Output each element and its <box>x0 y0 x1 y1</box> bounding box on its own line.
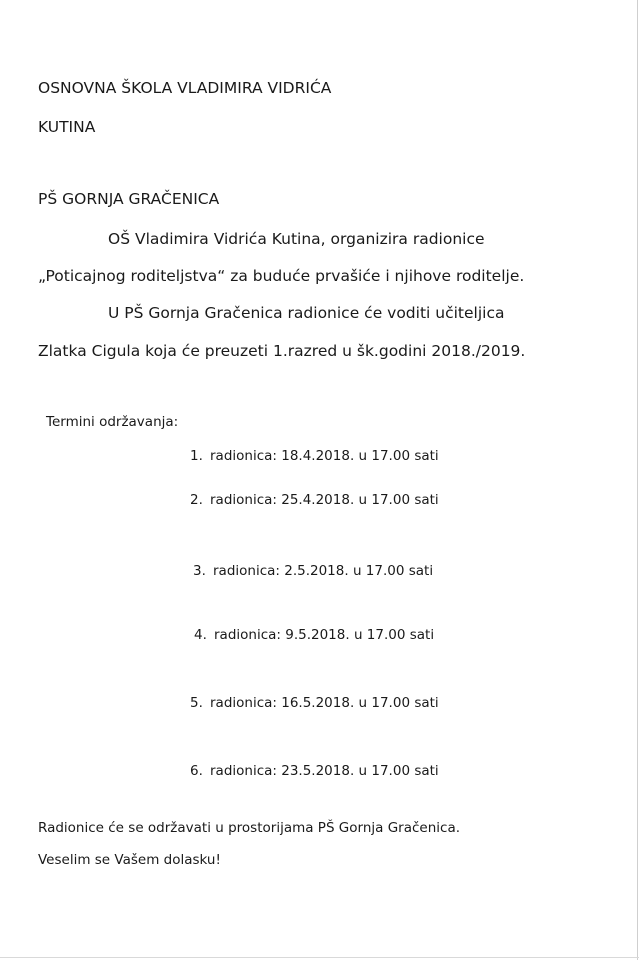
paragraph-1-line-2: „Poticajnog roditeljstva“ za buduće prvašiće i njihove roditelje. <box>38 267 525 285</box>
schedule-item-text: radionica: 25.4.2018. u 17.00 sati <box>210 492 439 508</box>
schedule-item <box>190 490 439 510</box>
schedule-heading: Termini održavanja: <box>46 414 179 430</box>
school-name: OSNOVNA ŠKOLA VLADIMIRA VIDRIĆA <box>38 79 332 97</box>
schedule-item-number: 4. <box>194 627 207 643</box>
schedule-item-number: 6. <box>190 763 203 779</box>
schedule-item-number: 5. <box>190 695 203 711</box>
schedule-item <box>193 561 433 581</box>
paragraph-2-line-1: U PŠ Gornja Gračenica radionice će voditi učiteljica <box>108 304 505 322</box>
schedule-item-number: 2. <box>190 492 203 508</box>
page-edge-right <box>637 0 638 960</box>
schedule-item-text: radionica: 2.5.2018. u 17.00 sati <box>213 563 434 579</box>
paragraph-1-line-1: OŠ Vladimira Vidrića Kutina, organizira radionice <box>108 230 485 248</box>
schedule-item-number: 1. <box>190 448 203 464</box>
paragraph-2-line-2: Zlatka Cigula koja će preuzeti 1.razred u šk.godini 2018./2019. <box>38 342 526 360</box>
schedule-item-text: radionica: 9.5.2018. u 17.00 sati <box>214 627 435 643</box>
schedule-item <box>190 761 439 781</box>
schedule-item <box>190 446 439 466</box>
closing-line: Veselim se Vašem dolasku! <box>38 852 221 868</box>
schedule-item-number: 3. <box>193 563 206 579</box>
schedule-item <box>190 693 439 713</box>
schedule-item-text: radionica: 16.5.2018. u 17.00 sati <box>210 695 439 711</box>
schedule-item-text: radionica: 23.5.2018. u 17.00 sati <box>210 763 439 779</box>
page-edge-bottom <box>0 957 639 958</box>
city-name: KUTINA <box>38 118 96 136</box>
schedule-item-text: radionica: 18.4.2018. u 17.00 sati <box>210 448 439 464</box>
location-note: Radionice će se održavati u prostorijama PŠ Gornja Gračenica. <box>38 820 461 836</box>
branch-school-name: PŠ GORNJA GRAČENICA <box>38 190 220 208</box>
schedule-item <box>194 625 434 645</box>
